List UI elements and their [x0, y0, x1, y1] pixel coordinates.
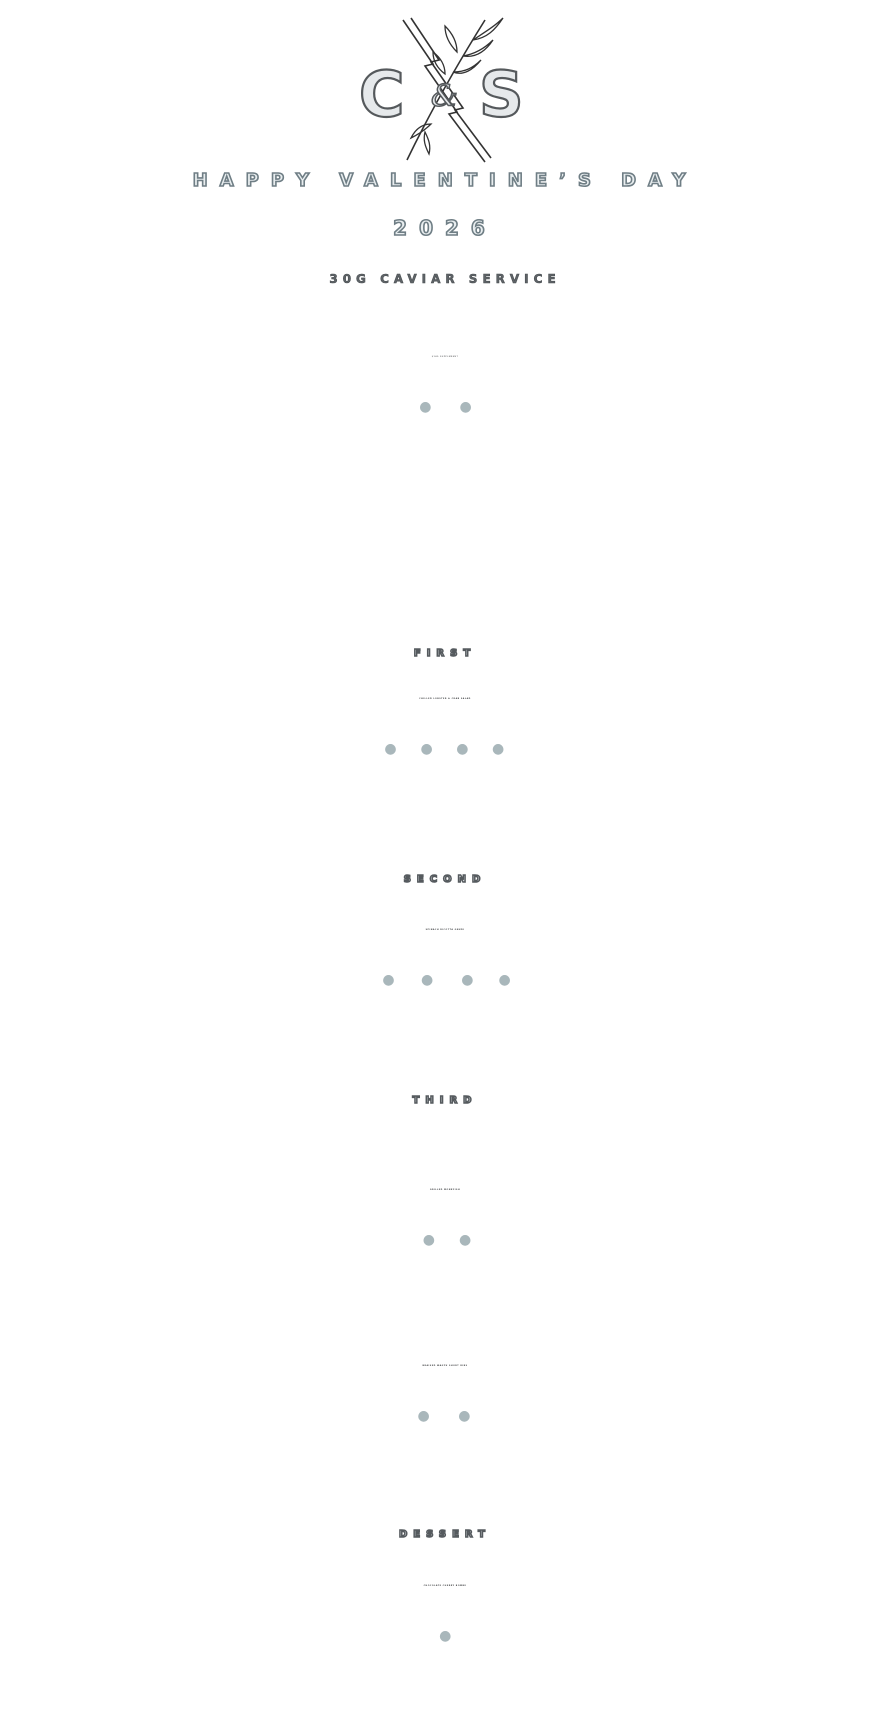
caviar-heading: 30G CAVIAR SERVICE — [329, 272, 561, 286]
third-option1-ingredients — [0, 1232, 890, 1248]
title-line-2: 2026 — [393, 216, 497, 240]
bullet-icon: ● — [456, 741, 469, 757]
caviar-supplement: $145 SUPPLEMENT — [431, 356, 459, 358]
svg-text:S: S — [479, 58, 524, 131]
svg-text:&: & — [431, 79, 458, 114]
first-heading: FIRST — [413, 648, 477, 659]
bullet-icon: ● — [422, 1232, 436, 1248]
bullet-icon: ● — [421, 972, 434, 988]
bullet-icon: ● — [382, 972, 396, 988]
second-dish: SPINACH RICOTTA GNUDI — [425, 929, 465, 931]
first-ingredients — [0, 741, 890, 757]
dessert-heading: DESSERT — [399, 1529, 491, 1540]
first-dish: CHILLED LOBSTER & CRAB SALAD — [419, 698, 471, 700]
bullet-icon: ● — [498, 972, 512, 988]
bullet-icon: ● — [420, 741, 434, 757]
title-line-1: HAPPY VALENTINE’S DAY — [192, 170, 698, 191]
second-heading: SECOND — [403, 874, 487, 885]
dessert-dish: CHOCOLATE CHERRY BOMBE — [423, 1585, 467, 1587]
logo — [0, 12, 890, 172]
third-option1-dish: GRILLED MONKFISH — [429, 1189, 461, 1191]
bullet-icon: ● — [417, 1408, 431, 1424]
bullet-icon: ● — [439, 1628, 452, 1644]
bullet-icon: ● — [458, 1408, 471, 1424]
cs-logo-icon — [345, 12, 545, 172]
bullet-icon: ● — [491, 741, 505, 757]
third-heading: THIRD — [412, 1095, 478, 1106]
dessert-ingredients — [0, 1628, 890, 1644]
bullet-icon: ● — [384, 741, 398, 757]
third-option2-dish: BRAISED WAGYU SHORT RIBS — [422, 1365, 468, 1367]
bullet-icon: ● — [459, 1232, 472, 1248]
caviar-ingredients — [0, 399, 890, 415]
third-option2-ingredients — [0, 1408, 890, 1424]
bullet-icon: ● — [419, 399, 432, 415]
second-ingredients — [0, 972, 890, 988]
svg-text:C: C — [359, 58, 405, 131]
bullet-icon: ● — [461, 972, 474, 988]
bullet-icon: ● — [459, 399, 473, 415]
